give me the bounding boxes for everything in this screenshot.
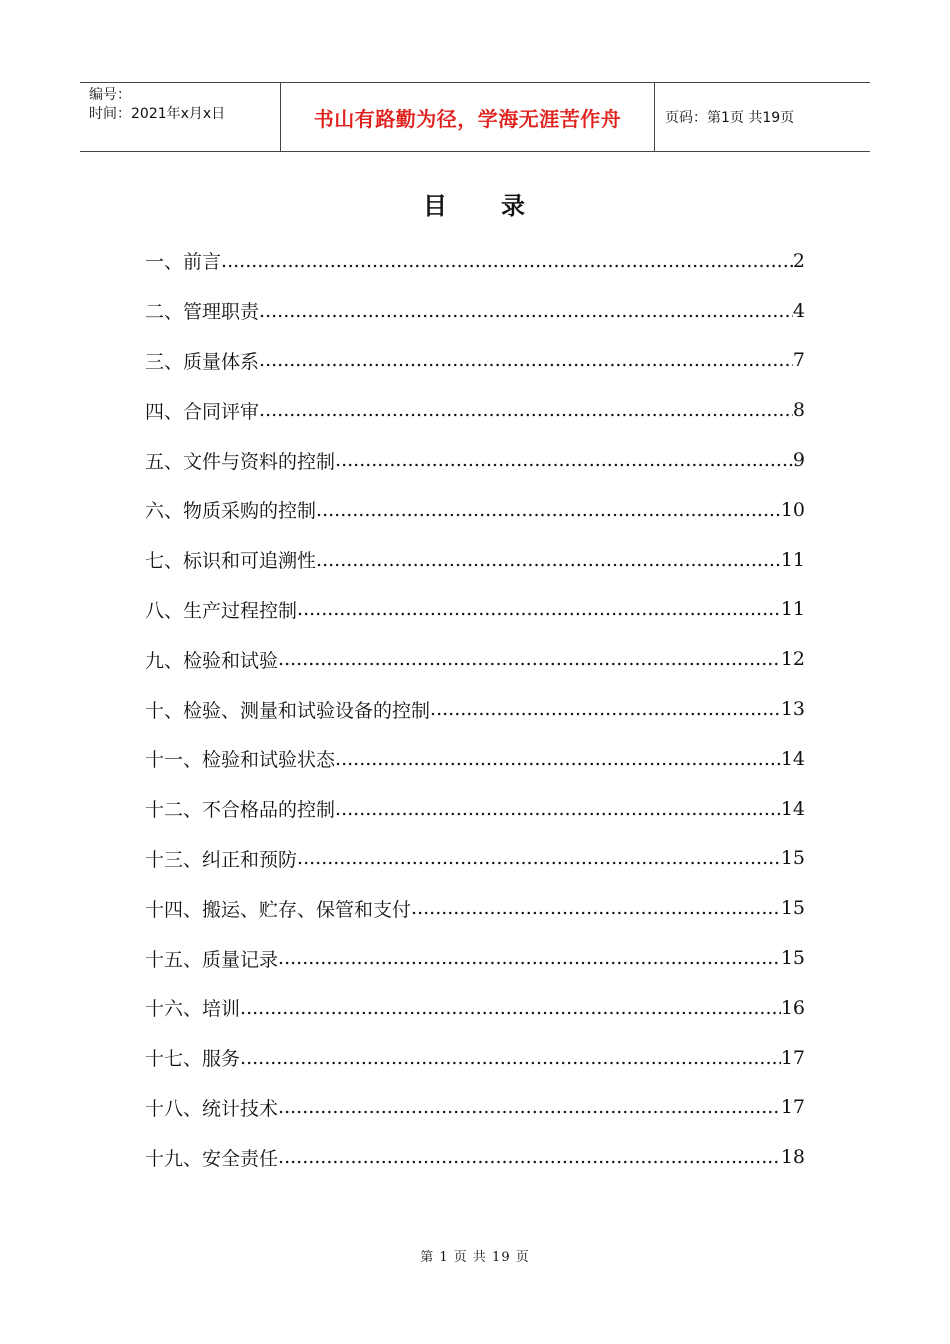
toc-entry-number: 十、 [145, 699, 184, 722]
toc-entry-label: 纠正和预防 [202, 848, 298, 871]
toc-entry-label: 标识和可追溯性 [183, 550, 317, 573]
toc-dot-leader [240, 997, 781, 1019]
toc-entry-page: 2 [792, 249, 805, 272]
toc-entry-page: 9 [792, 449, 805, 472]
header-motto: 书山有路勤为径，学海无涯苦作舟 [281, 83, 655, 151]
toc-dot-leader [316, 549, 781, 571]
toc-entry-number: 一、 [145, 251, 184, 274]
toc-entry-number: 三、 [145, 350, 184, 373]
toc-dot-leader [335, 798, 781, 820]
toc-entry-page: 17 [780, 1046, 805, 1069]
document-date-label: 时间：2021年x月x日 [89, 106, 226, 122]
toc-entry[interactable] [145, 734, 805, 784]
toc-entry-page: 14 [780, 747, 805, 770]
header-meta [80, 83, 281, 151]
toc-entry-number: 九、 [145, 649, 184, 672]
toc-entry-number: 二、 [145, 301, 184, 324]
toc-entry-page: 11 [780, 598, 805, 621]
toc-entry-label: 管理职责 [183, 301, 260, 324]
toc-entry[interactable] [145, 535, 805, 585]
toc-entry-label: 不合格品的控制 [202, 799, 336, 822]
toc-title-right: 录 [501, 192, 527, 220]
toc-entry-label: 安全责任 [202, 1147, 279, 1170]
toc-entry-number: 八、 [145, 599, 184, 622]
toc-entry[interactable] [145, 286, 805, 336]
toc-entry[interactable] [145, 1132, 805, 1182]
toc-entry-page: 16 [780, 996, 805, 1019]
toc-title [0, 186, 950, 221]
toc-dot-leader [278, 1146, 781, 1168]
toc-entry-page: 10 [780, 498, 805, 521]
toc-entry-page: 14 [780, 797, 805, 820]
toc-entry-label: 检验和试验状态 [202, 749, 336, 772]
toc-dot-leader [297, 847, 781, 869]
toc-entry-label: 文件与资料的控制 [183, 450, 336, 473]
toc-entry-label: 搬运、贮存、保管和支付 [202, 898, 412, 921]
toc-entry-page: 4 [792, 299, 805, 322]
header-page-info: 页码：第1页 共19页 [665, 110, 795, 126]
toc-dot-leader [278, 648, 781, 670]
toc-entry-number: 十七、 [145, 1048, 203, 1071]
toc-entry-label: 前言 [183, 251, 222, 274]
toc-entry-number: 十八、 [145, 1097, 203, 1120]
toc-entry-number: 四、 [145, 400, 184, 423]
toc-dot-leader [297, 598, 781, 620]
toc-entry-page: 17 [780, 1096, 805, 1119]
toc-entry-label: 培训 [202, 998, 241, 1021]
toc-entry[interactable] [145, 485, 805, 535]
toc-dot-leader [411, 897, 781, 919]
toc-entry-page: 11 [780, 548, 805, 571]
toc-dot-leader [316, 499, 781, 521]
toc-entry-number: 五、 [145, 450, 184, 473]
toc-entry[interactable] [145, 634, 805, 684]
toc-entry-label: 统计技术 [202, 1097, 279, 1120]
toc-dot-leader [259, 300, 793, 322]
toc-entry-number: 六、 [145, 500, 184, 523]
toc-entry[interactable] [145, 336, 805, 386]
toc-entry-number: 十五、 [145, 948, 203, 971]
toc-entry[interactable] [145, 435, 805, 485]
toc-entry-number: 七、 [145, 550, 184, 573]
toc-entry-number: 十二、 [145, 799, 203, 822]
toc-dot-leader [278, 1096, 781, 1118]
toc-entry[interactable] [145, 1033, 805, 1083]
toc-entry[interactable] [145, 983, 805, 1033]
toc-entry[interactable] [145, 1083, 805, 1133]
toc-entry[interactable] [145, 784, 805, 834]
toc-dot-leader [221, 250, 793, 272]
toc-title-left: 目 [423, 192, 449, 220]
toc-entry-page: 12 [780, 648, 805, 671]
toc-entry-number: 十四、 [145, 898, 203, 921]
toc-dot-leader [259, 349, 793, 371]
toc-entry-page: 18 [780, 1146, 805, 1169]
toc-entry-label: 检验、测量和试验设备的控制 [183, 699, 431, 722]
toc-entry-label: 检验和试验 [183, 649, 279, 672]
toc-entry[interactable] [145, 933, 805, 983]
toc-entry-page: 13 [780, 698, 805, 721]
page-footer: 第 1 页 共 19 页 [420, 1250, 530, 1265]
toc-entry-label: 质量记录 [202, 948, 279, 971]
toc-entry-label: 服务 [202, 1048, 241, 1071]
toc-entry[interactable] [145, 684, 805, 734]
toc-entry-page: 15 [780, 947, 805, 970]
page-header [80, 82, 870, 152]
toc-dot-leader [430, 698, 781, 720]
toc-dot-leader [335, 449, 793, 471]
toc-entry[interactable] [145, 236, 805, 286]
table-of-contents [145, 236, 805, 1182]
toc-entry-page: 15 [780, 847, 805, 870]
toc-entry[interactable] [145, 883, 805, 933]
toc-dot-leader [335, 748, 781, 770]
toc-entry-label: 生产过程控制 [183, 599, 298, 622]
toc-entry-label: 质量体系 [183, 350, 260, 373]
toc-dot-leader [259, 399, 793, 421]
toc-entry[interactable] [145, 585, 805, 635]
toc-entry-number: 十九、 [145, 1147, 203, 1170]
toc-dot-leader [240, 1047, 781, 1069]
toc-dot-leader [278, 947, 781, 969]
toc-entry-page: 7 [792, 349, 805, 372]
toc-entry-label: 合同评审 [183, 400, 260, 423]
toc-entry[interactable] [145, 834, 805, 884]
toc-entry-page: 15 [780, 897, 805, 920]
toc-entry-number: 十三、 [145, 848, 203, 871]
toc-entry-number: 十六、 [145, 998, 203, 1021]
toc-entry[interactable] [145, 385, 805, 435]
toc-entry-number: 十一、 [145, 749, 203, 772]
toc-entry-page: 8 [792, 399, 805, 422]
toc-entry-label: 物质采购的控制 [183, 500, 317, 523]
document-number-label: 编号： [89, 87, 131, 103]
